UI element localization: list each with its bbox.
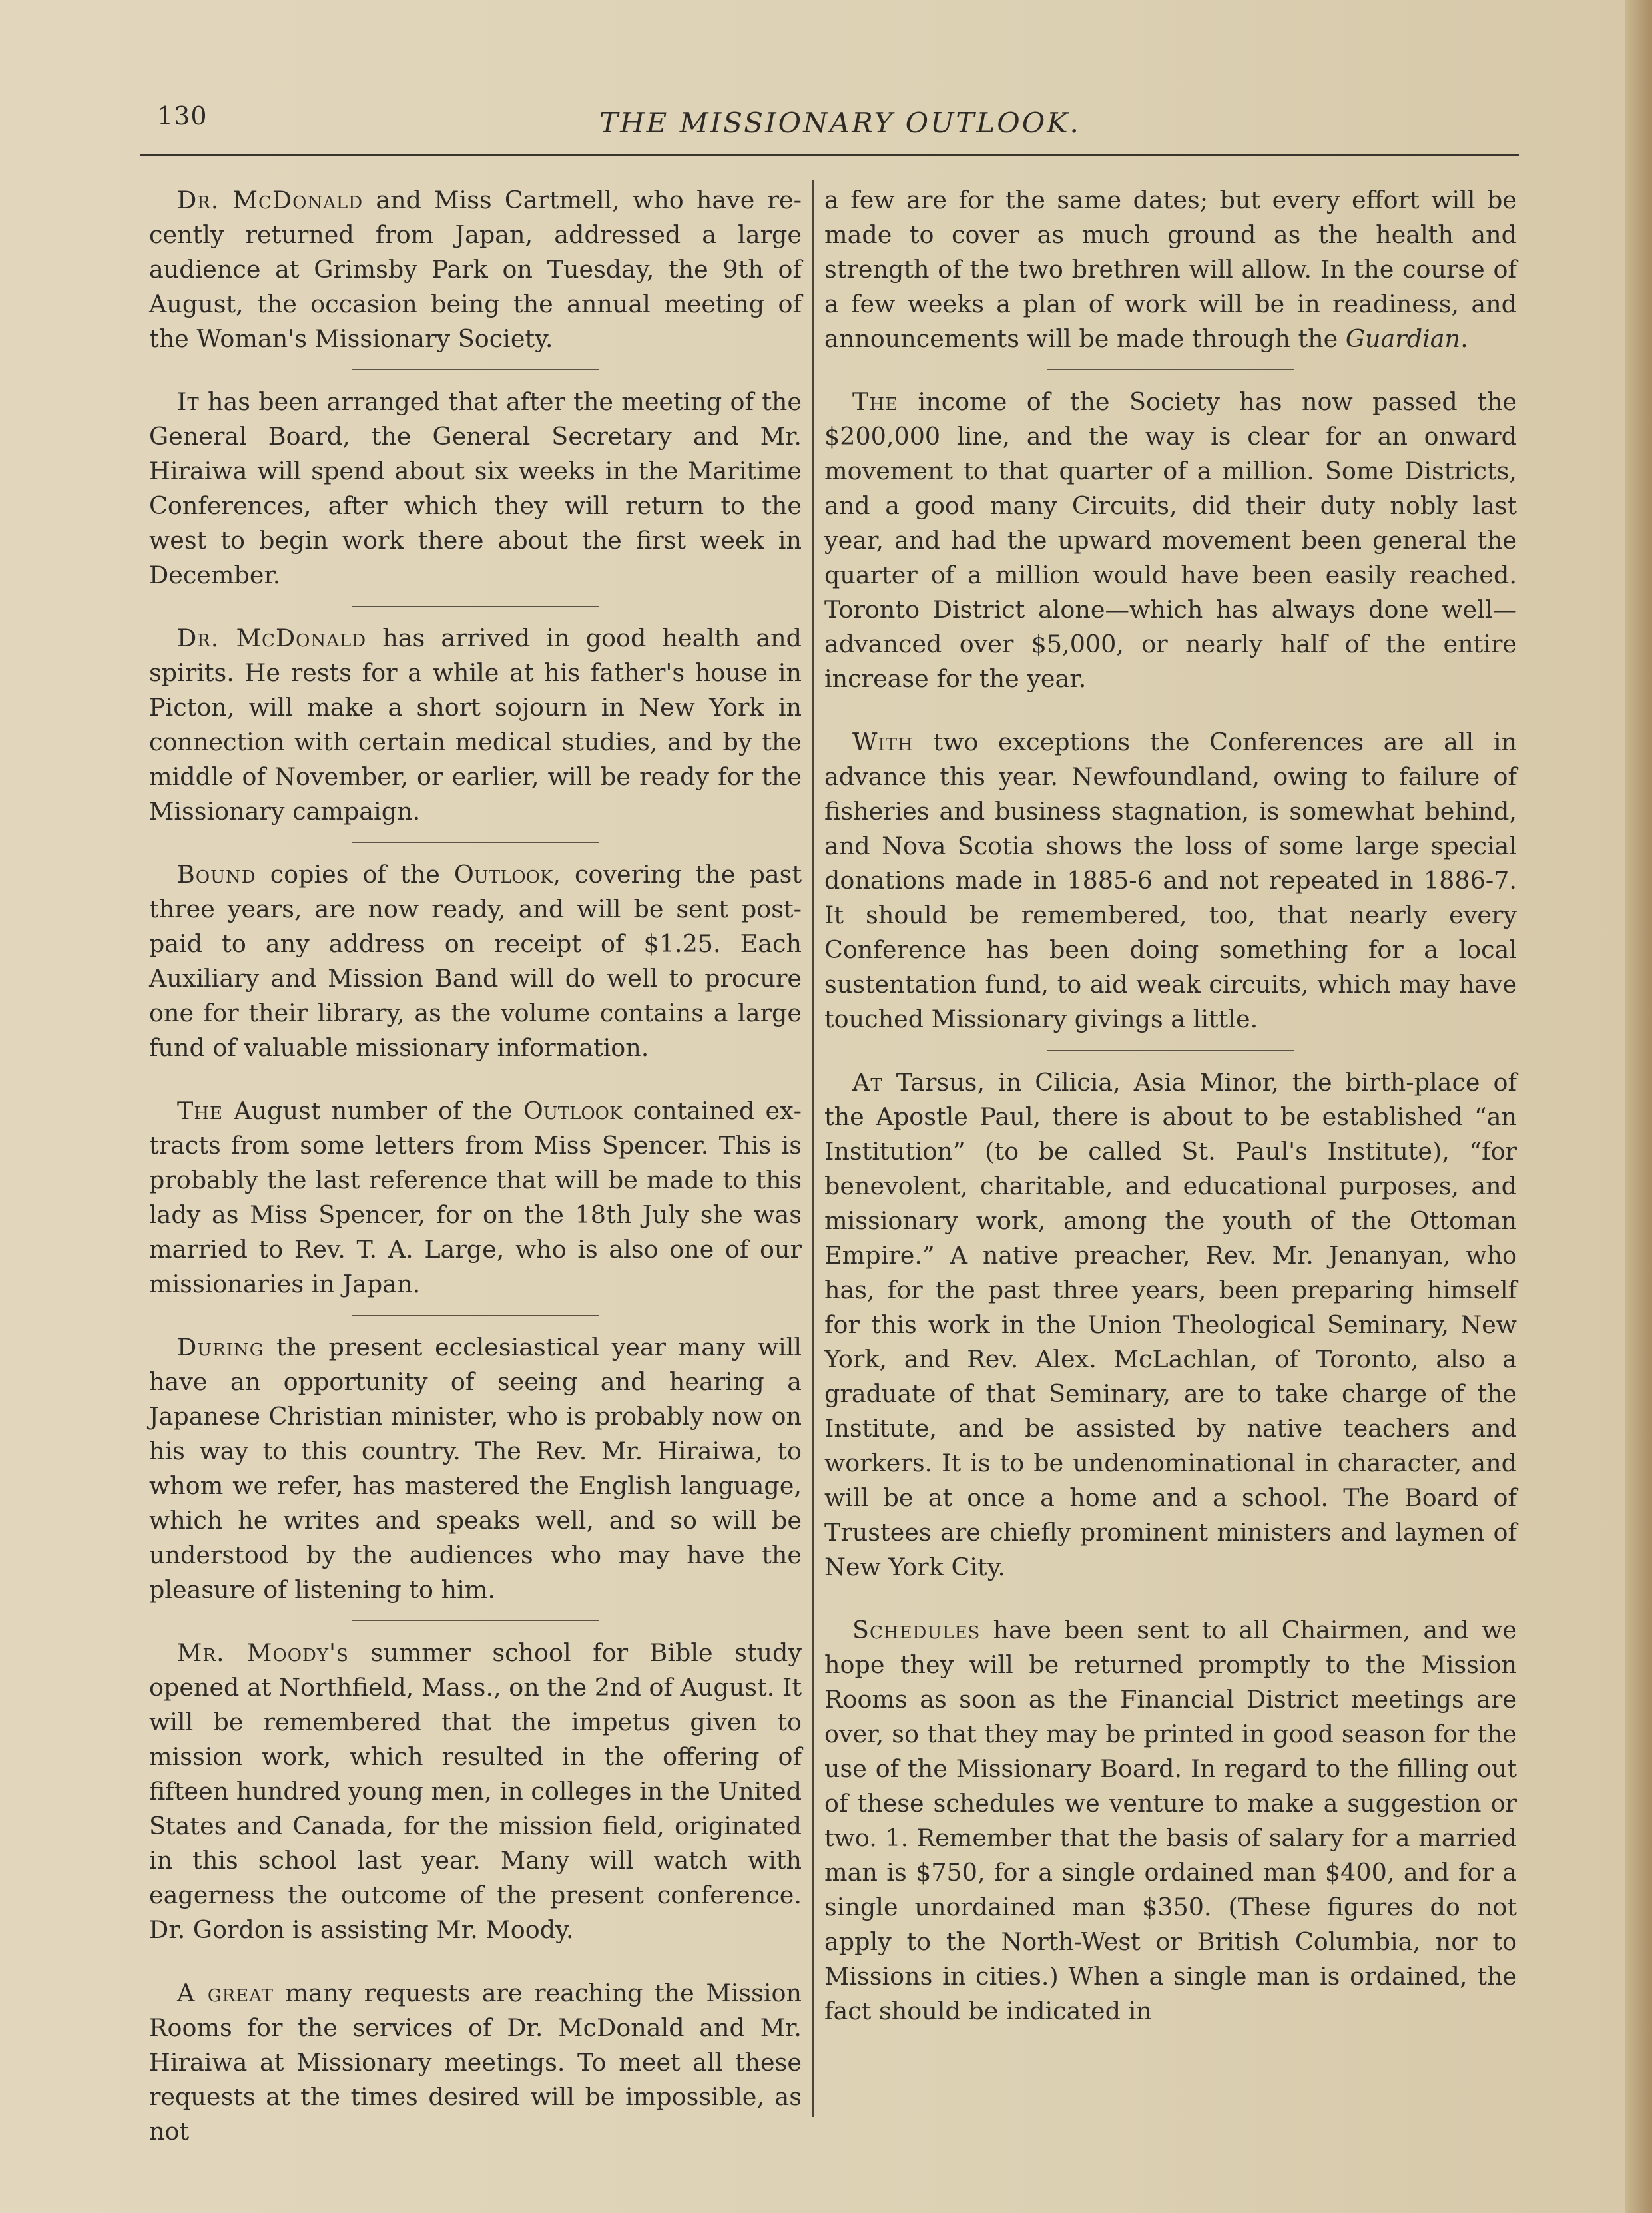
paragraph: It has been arranged that after the meeting of the General Board, the General Secretary and Mr. Hiraiwa will spend about six weeks in the Maritime Conferences, after which they will return to the west to begin work there about the first week in December. — [149, 387, 802, 589]
paragraph: Bound copies of the Outlook, covering the past three years, are now ready, and will be sent post-paid to any address on receipt of $1.25. Each Auxiliary and Mission Band will do well to procure one for their library, as the volume contains a large fund of valuable missionary information. — [149, 860, 802, 1062]
right-column — [824, 183, 1517, 2029]
section-separator — [1047, 1050, 1294, 1051]
section-separator — [352, 1620, 599, 1621]
section-separator — [352, 606, 599, 607]
paragraph: Schedules have been sent to all Chairmen, and we hope they will be returned promptly to the Mission Rooms as soon as the Financial District meetings are over, so that they may be printed in good season for the use of the Missionary Board. In regard to the filling out of these schedules we venture to make a suggestion or two. 1. Remember that the basis of salary for a married man is $750, for a single ordained man $400, and for a single unordained man $350. (These figures do not apply to the North-West or British Columbia, nor to Missions in cities.) When a single man is ordained, the fact should be indicated in — [824, 1616, 1517, 2025]
section-separator — [1047, 369, 1294, 370]
section-separator — [352, 369, 599, 370]
paragraph: The August number of the Outlook contained extracts from some letters from Miss Spencer. This is probably the last reference that will be made to this lady as Miss Spencer, for on the 18th July she was married to Rev. T. A. Large, who is also one of our missionaries in Japan. — [149, 1097, 802, 1298]
left-column — [149, 183, 802, 2149]
paragraph-continued: a few are for the same dates; but every effort will be made to cover as much ground as the health and strength of the two brethren will allow. In the course of a few weeks a plan of work will be in readiness, and announcements will be made through the Guardian. — [824, 186, 1517, 353]
paragraph: At Tarsus, in Cilicia, Asia Minor, the birth-place of the Apostle Paul, there is about to be established “an Institution” (to be called St. Paul's Institute), “for benevolent, charitable, and educational purposes, and missionary work, among the youth of the Ottoman Empire.” A native preacher, Rev. Mr. Jenanyan, who has, for the past three years, been preparing himself for this work in the Union Theological Seminary, New York, and Rev. Alex. McLachlan, of Toronto, also a graduate of that Seminary, are to take charge of the Institute, and be assisted by native teachers and workers. It is to be undenominational in character, and will be at once a home and a school. The Board of Trustees are chiefly prominent ministers and laymen of New York City. — [824, 1068, 1517, 1581]
paragraph: With two exceptions the Conferences are all in advance this year. Newfoundland, owing to failure of fisheries and business stagnation, is somewhat behind, and Nova Scotia shows the loss of some large special donations made in 1885-6 and not repeated in 1886-7. It should be remembered, too, that nearly every Conference has been doing something for a local sustentation fund, to aid weak circuits, which may have touched Missionary givings a little. — [824, 728, 1517, 1033]
paragraph: Dr. McDonald has arrived in good health and spirits. He rests for a while at his father's house in Picton, will make a short sojourn in New York in connection with certain medical studies, and by the middle of November, or earlier, will be ready for the Missionary campaign. — [149, 624, 802, 826]
running-title: THE MISSIONARY OUTLOOK. — [599, 107, 1081, 139]
paragraph: During the present ecclesiastical year many will have an opportunity of seeing and hearing a Japanese Christian minister, who is probably now on his way to this country. The Rev. Mr. Hiraiwa, to whom we refer, has mastered the English language, which he writes and speaks well, and so will be understood by the audiences who may have the pleasure of listening to him. — [149, 1333, 802, 1604]
page-edge — [1625, 0, 1652, 2213]
section-separator — [352, 842, 599, 843]
paragraph: Mr. Moody's summer school for Bible study opened at Northfield, Mass., on the 2nd of August. It will be remembered that the impetus given to mission work, which resulted in the offering of fifteen hundred young men, in colleges in the United States and Canada, for the mission field, originated in this school last year. Many will watch with eagerness the outcome of the present conference. Dr. Gordon is assisting Mr. Moody. — [149, 1638, 802, 1944]
header-rule — [140, 154, 1519, 156]
page-number: 130 — [157, 101, 208, 130]
section-separator — [352, 1315, 599, 1316]
paragraph: A great many requests are reaching the Mission Rooms for the services of Dr. McDonald and Mr. Hiraiwa at Missionary meetings. To meet all these requests at the times desired will be impossible, as not — [149, 1979, 802, 2146]
paragraph: Dr. McDonald and Miss Cartmell, who have recently returned from Japan, addressed a large audience at Grimsby Park on Tuesday, the 9th of August, the occasion being the annual meeting of the Woman's Missionary Society. — [149, 186, 802, 353]
column-divider — [812, 180, 814, 2117]
paragraph: The income of the Society has now passed the $200,000 line, and the way is clear for an onward movement to that quarter of a million. Some Districts, and a good many Circuits, did their duty nobly last year, and had the upward movement been general the quarter of a million would have been easily reached. Toronto District alone—which has always done well—advanced over $5,000, or nearly half of the entire increase for the year. — [824, 387, 1517, 693]
